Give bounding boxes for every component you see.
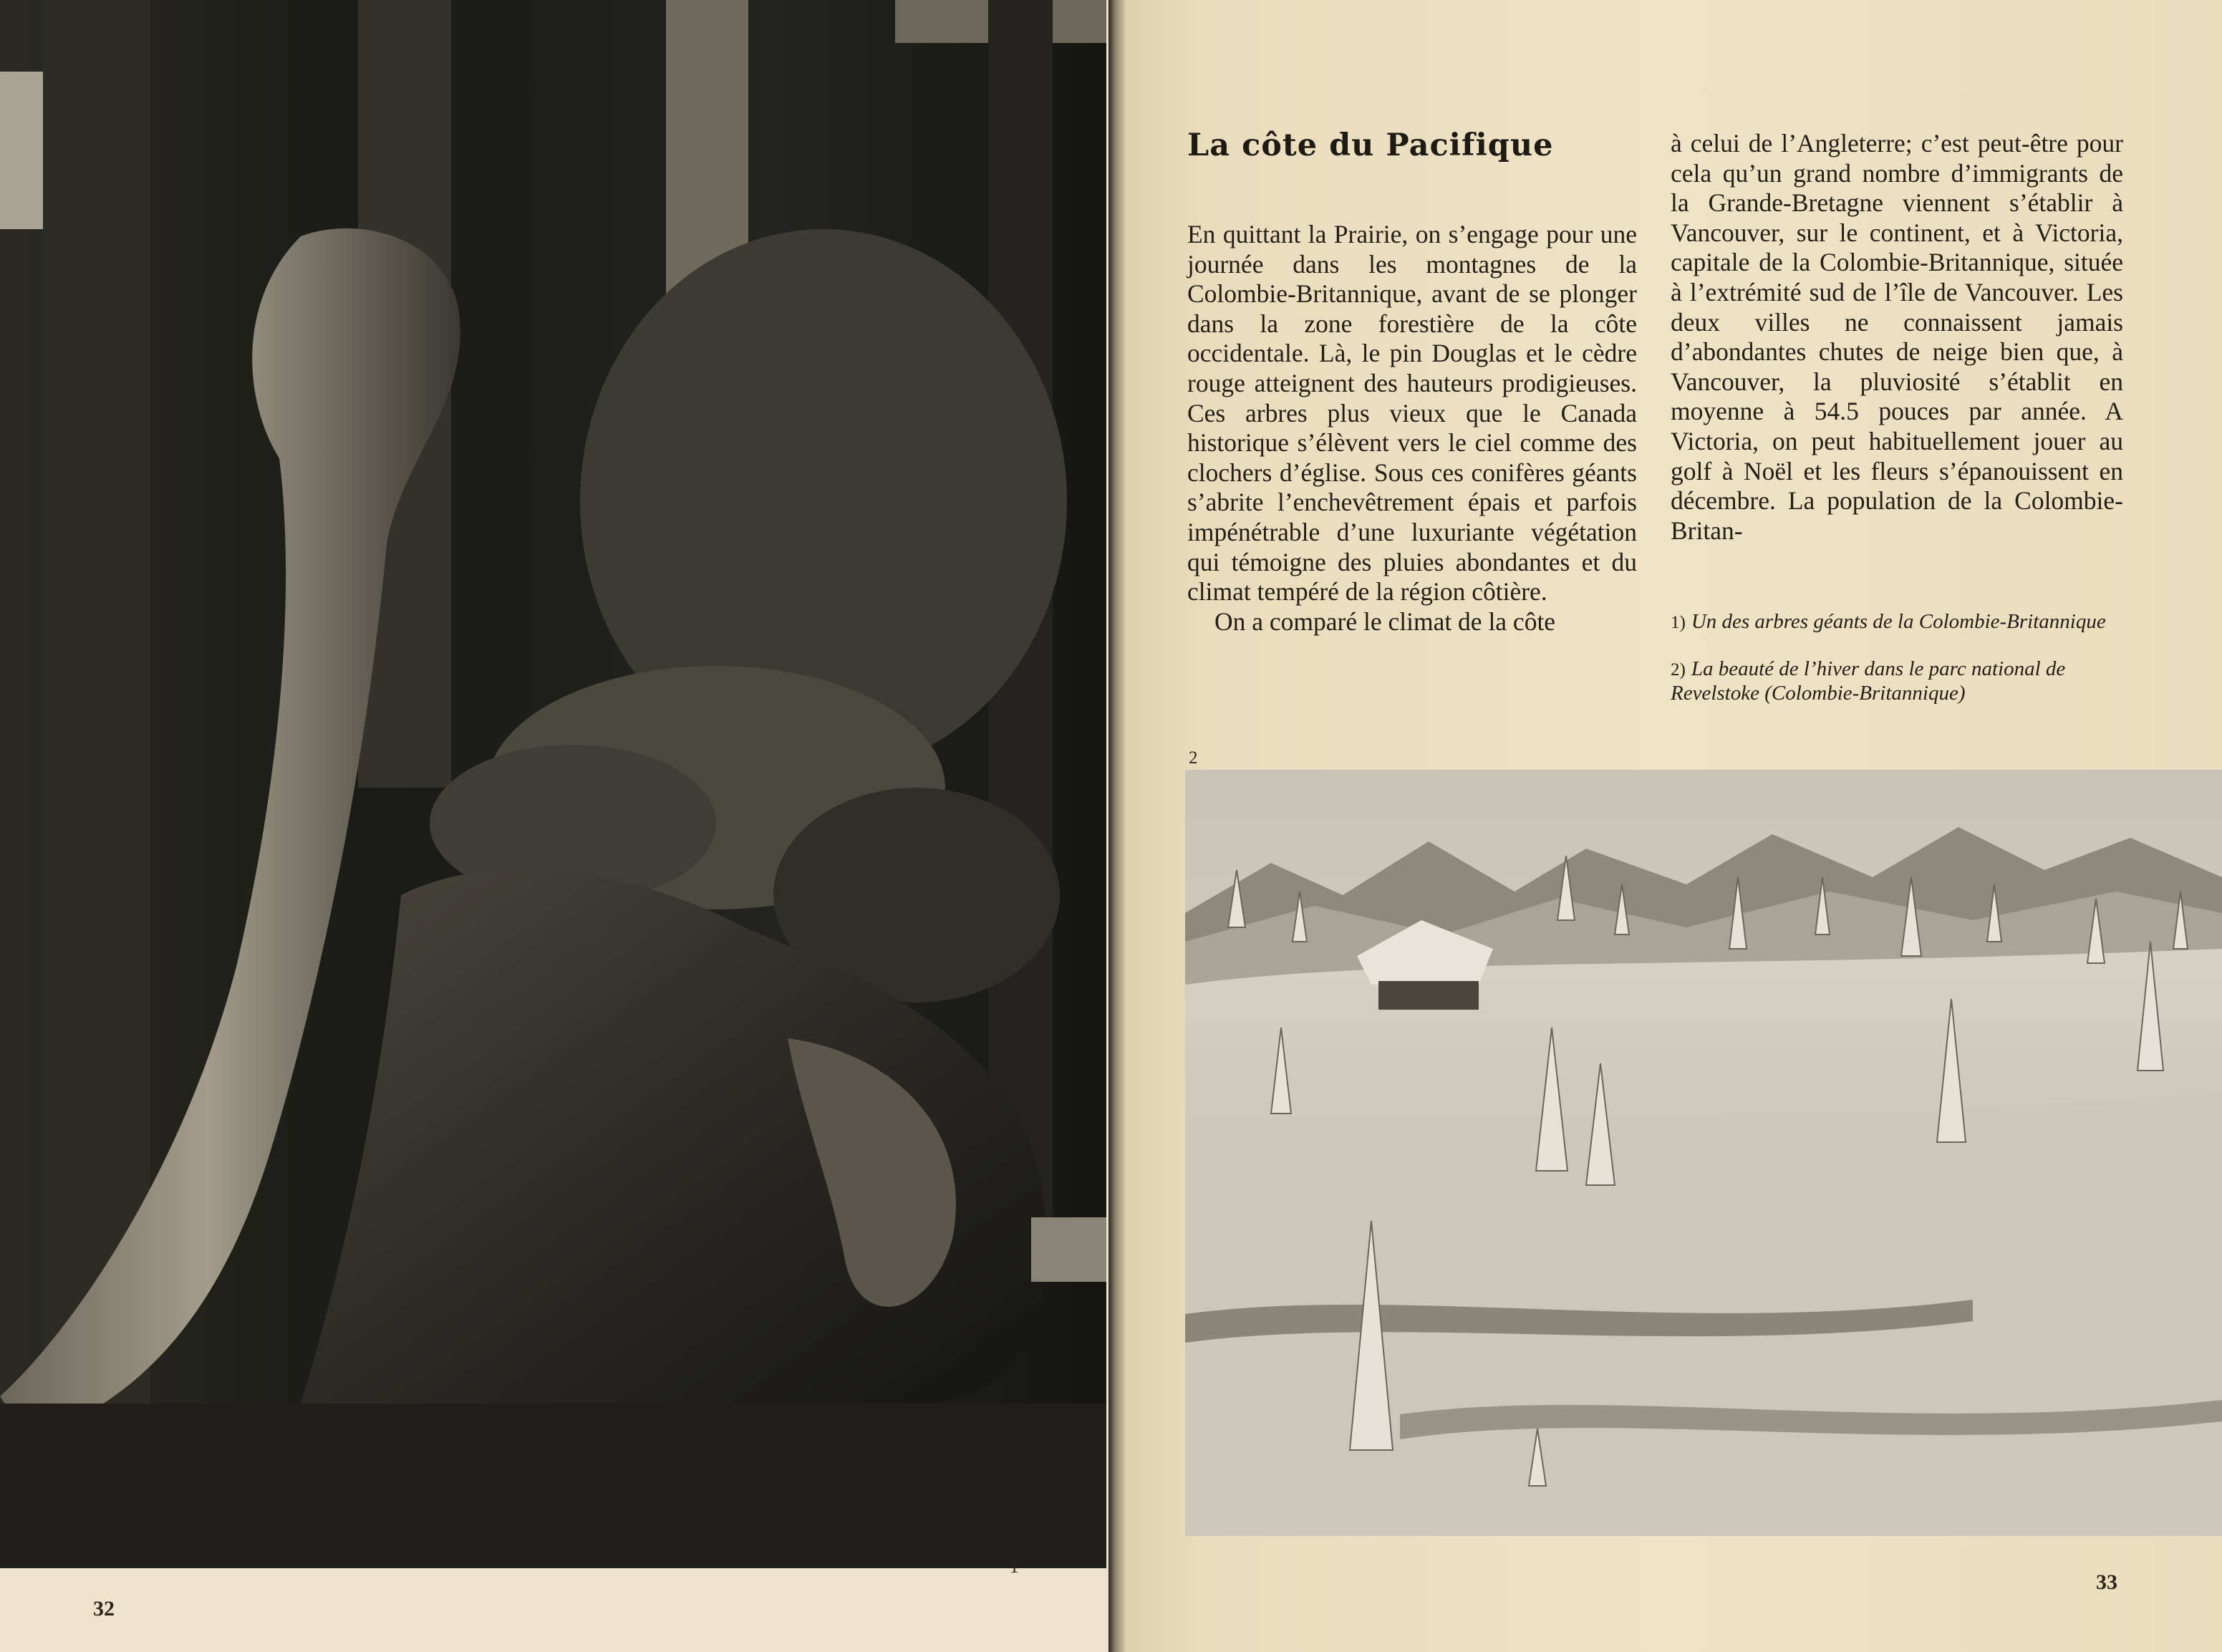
paragraph-1: En quittant la Prairie, on s’engage pour une journée dans les montagnes de la Colombie-Britannique, avant de se plonger dans la zone forestière de la côte occidentale. Là, le pin Douglas et le cèdre rouge atteignent des hauteurs prodigieuses. Ces arbres plus vieux que le Canada historique s’élèvent vers le ciel comme des clochers d’église. Sous ces conifères géants s’abrite l’enchevêtrement épais et parfois impénétrable d’une luxuriante végétation qui témoigne des pluies abondantes et du climat tempéré de la région côtière.	[1187, 220, 1637, 607]
page-number-right: 33	[2096, 1570, 2117, 1594]
text-column-2	[1671, 129, 2123, 546]
page-number-left: 32	[93, 1597, 115, 1620]
text-column-1	[1187, 220, 1637, 637]
caption-2	[1671, 657, 2136, 705]
paragraph-3: à celui de l’Angleterre; c’est peut-être pour cela qu’un grand nombre d’immigrants de la Grande-Bretagne viennent s’établir à Vancouver, sur le continent, et à Victoria, capitale de la Colombie-Britannique, située à l’extrémité sud de l’île de Vancouver. Les deux villes ne connaissent jamais d’abondantes chutes de neige bien que, à Vancouver, la pluviosité s’établit en moyenne à 54.5 pouces par année. A Victoria, on peut habituellement jouer au golf à Noël et les fleurs s’épanouissent en décembre. La population de la Colombie-Britan-	[1671, 129, 2123, 545]
caption-2-number: 2)	[1671, 660, 1686, 680]
caption-1-number: 1)	[1671, 613, 1686, 632]
caption-1-text: Un des arbres géants de la Colombie-Britannique	[1691, 610, 2106, 633]
paragraph-2: On a comparé le climat de la côte	[1214, 607, 1556, 636]
photo-number-1: 1	[1010, 1557, 1019, 1577]
giant-tree-photo	[0, 0, 1106, 1568]
winter-park-photo	[1185, 770, 2222, 1536]
caption-2-text: La beauté de l’hiver dans le parc national de Revelstoke (Colombie-Britannique)	[1671, 657, 2066, 705]
section-heading: La côte du Pacifique	[1187, 127, 1554, 163]
photo-captions	[1671, 610, 2136, 728]
book-gutter	[1108, 0, 1126, 1652]
caption-1	[1671, 610, 2136, 634]
photo-number-2: 2	[1189, 748, 1198, 768]
